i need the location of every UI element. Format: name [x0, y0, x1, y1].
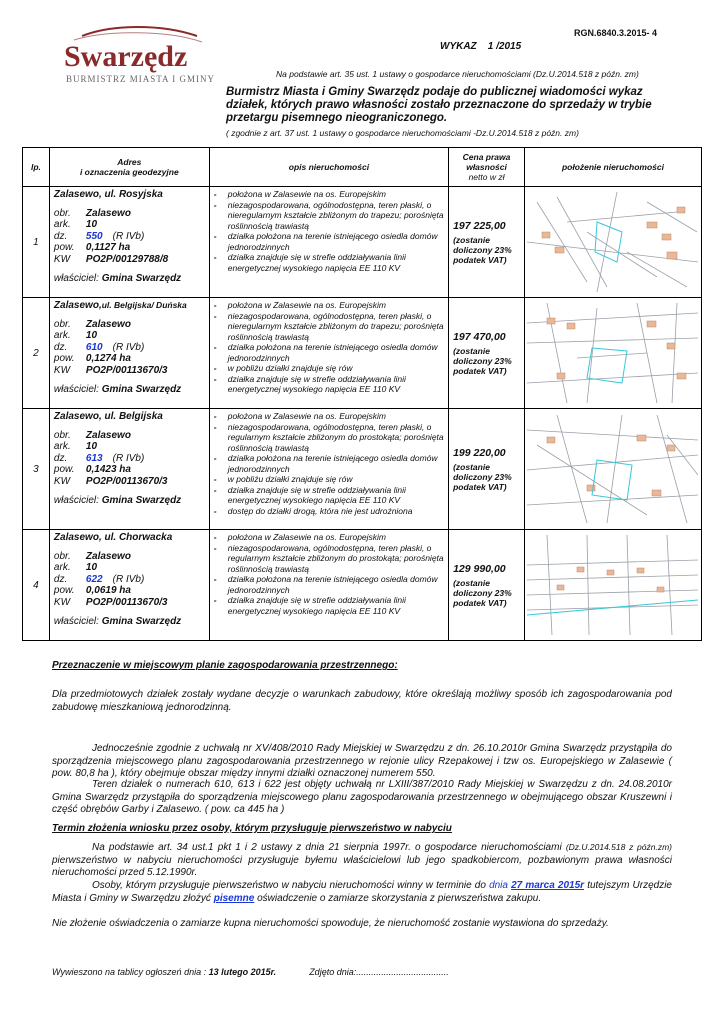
pow-line: pow. 0,1423 ha — [53, 464, 131, 475]
owner-line: właściciel: Gmina Swarzędz — [53, 273, 182, 284]
kw-line: KW PO2P/00113670/3 — [53, 475, 168, 487]
ark-line: ark. 10 — [53, 441, 98, 452]
description-item: - działka znajduje się w strefie oddziaływania linii energetycznej wysokiego napięcia EE 110 KV — [214, 374, 444, 395]
price-vat-note: (zostanie doliczony 23% podatek VAT) — [453, 234, 512, 265]
address-street: Zalasewo, ul. Belgijska — [53, 411, 163, 422]
price-value: 199 220,00 — [453, 446, 506, 459]
header-address-line1: Adres — [117, 157, 142, 167]
row-number: 4 — [23, 530, 50, 641]
zoning-paragraph-3: Teren działek o numerach 610, 613 i 622 jest objęty uchwałą nr LXIII/387/2010 Rady Miejskiej w Swarzędzu z dn. 24.08.2010r Gmina Swarzędz przystąpiła do sporządzenia miejscowego planu zagospodarowania przestrzennego w obejmującego obszar Kruszewni i część obrębów Garby i Zalasewo. ( pow. ca 445 ha ) — [52, 779, 672, 815]
location-map — [527, 192, 698, 292]
description-text: położona w Zalasewie na os. Europejskim — [227, 300, 387, 310]
obr-line: obr. Zalasewo — [53, 207, 131, 219]
price-value: 129 990,00 — [453, 562, 506, 575]
description-item: - działka położona na terenie istniejącego osiedla domów jednorodzinnych — [214, 231, 444, 252]
parcel-number: 550 — [85, 230, 103, 242]
address-cell — [49, 530, 209, 641]
description-text: dostęp do działki drogą, która nie jest udrożniona — [227, 505, 413, 516]
section-title-priority: Termin złożenia wniosku przez osoby, którym przysługuje pierwszeństwo w nabyciu — [52, 823, 452, 834]
parcel-number: 613 — [85, 452, 103, 464]
location-map-cell — [524, 187, 701, 298]
description-text: w pobliżu działki znajduje się rów — [227, 474, 353, 484]
description-item: - położona w Zalasewie na os. Europejskim — [214, 532, 444, 543]
address-title — [54, 300, 205, 312]
pow-line: pow. 0,1274 ha — [53, 353, 131, 364]
owner-line: właściciel: Gmina Swarzędz — [53, 384, 182, 395]
header-price-line3: netto w zł — [468, 172, 505, 182]
description-cell — [209, 187, 448, 298]
pow-line: pow. 0,1127 ha — [53, 242, 131, 253]
description-item: - działka położona na terenie istniejącego osiedla domów jednorodzinnych — [214, 453, 444, 474]
dz-line: dz. 613 (R IVb) — [53, 452, 145, 464]
pow-line: pow. 0,0619 ha — [53, 585, 131, 596]
description-item: - położona w Zalasewie na os. Europejskim — [214, 411, 444, 422]
priority-paragraph-1 — [52, 841, 672, 880]
svg-text:BURMISTRZ MIASTA I GMINY: BURMISTRZ MIASTA I GMINY — [66, 74, 216, 84]
legal-subnote: ( zgodnie z art. 37 ust. 1 ustawy o gospodarce nieruchomościami -Dz.U.2014.518 z późn. zm) — [226, 128, 579, 138]
description-cell — [209, 298, 448, 409]
header-price-line1: Cena prawa — [462, 152, 511, 162]
kw-line: KW PO2P/00113670/3 — [53, 596, 168, 608]
description-item: - działka położona na terenie istniejącego osiedla domów jednorodzinnych — [214, 342, 444, 363]
posted-date: 13 lutego 2015r. — [208, 967, 277, 977]
description-item: - dostęp do działki drogą, która nie jest udrożniona — [214, 506, 444, 517]
price-vat-note: (zostanie doliczony 23% podatek VAT) — [453, 461, 512, 492]
location-map-cell — [524, 409, 701, 530]
description-item: - działka położona na terenie istniejącego osiedla domów jednorodzinnych — [214, 574, 444, 595]
description-cell — [209, 530, 448, 641]
reference-number: RGN.6840.3.2015- 4 — [574, 28, 658, 38]
table-row — [23, 409, 702, 530]
description-text: działka położona na terenie istniejącego osiedla domów jednorodzinnych — [227, 453, 438, 474]
price-cell — [449, 530, 525, 641]
kw-line: KW PO2P/00129788/8 — [53, 253, 169, 265]
description-item: - działka znajduje się w strefie oddziaływania linii energetycznej wysokiego napięcia EE 110 KV — [214, 595, 444, 616]
header-description: opis nieruchomości — [209, 148, 448, 187]
table-row — [23, 187, 702, 298]
description-text: działka znajduje się w strefie oddziaływania linii energetycznej wysokiego napięcia EE 110 KV — [227, 373, 406, 394]
price-value: 197 225,00 — [453, 219, 506, 232]
logo-graphic — [52, 22, 222, 92]
price-value: 197 470,00 — [453, 330, 506, 343]
zoning-paragraph-1: Dla przedmiotowych działek zostały wydane decyzje o warunkach zabudowy, które określają możliwy sposób ich zagospodarowania pod zabudowę mieszkaniową jednorodzinną. — [52, 689, 672, 713]
priority-p2-text-a: Osoby, którym przysługuje pierwszeństwo w nabyciu nieruchomości winny w terminie do — [92, 880, 486, 891]
priority-p2-dnia: dnia — [489, 880, 508, 891]
ark-line: ark. 10 — [53, 219, 98, 230]
dz-line: dz. 550 (R IVb) — [53, 230, 145, 242]
price-vat-note: (zostanie doliczony 23% podatek VAT) — [453, 577, 512, 608]
description-item: - położona w Zalasewie na os. Europejskim — [214, 300, 444, 311]
ark-line: ark. 10 — [53, 330, 98, 341]
address-cell — [49, 187, 209, 298]
address-title — [54, 189, 205, 201]
description-text: niezagospodarowana, ogólnodostępna, teren płaski, o regularnym kształcie zbliżonym do prostokąta; porośnięta roślinnością trawiastą — [227, 421, 444, 453]
legal-basis: Na podstawie art. 35 ust. 1 ustawy o gospodarce nieruchomościami (Dz.U.2014.518 z późn. zm) — [276, 69, 639, 79]
ark-line: ark. 10 — [53, 562, 98, 573]
address-street: Zalasewo, — [53, 300, 102, 311]
obr-line: obr. Zalasewo — [53, 318, 131, 330]
address-street: Zalasewo, ul. Chorwacka — [53, 532, 173, 543]
table-row — [23, 530, 702, 641]
parcel-number: 622 — [85, 573, 103, 585]
location-map — [527, 303, 698, 403]
dz-line: dz. 622 (R IVb) — [53, 573, 145, 585]
description-text: działka znajduje się w strefie oddziaływania linii energetycznej wysokiego napięcia EE 110 KV — [227, 252, 406, 273]
priority-paragraph-3: Nie złożenie oświadczenia o zamiarze kupna nieruchomości spowoduje, że nieruchomość zostanie wystawiona do sprzedaży. — [52, 918, 609, 929]
owner-line: właściciel: Gmina Swarzędz — [53, 616, 182, 627]
address-street: Zalasewo, ul. Rosyjska — [53, 189, 163, 200]
priority-p1-citation: (Dz.U.2014.518 z późn.zm) — [565, 842, 672, 852]
description-text: położona w Zalasewie na os. Europejskim — [227, 532, 387, 542]
parcel-number: 610 — [85, 341, 103, 353]
price-cell — [449, 298, 525, 409]
header-address-line2: i oznaczenia geodezyjne — [79, 167, 179, 177]
location-map-cell — [524, 530, 701, 641]
address-street-small: ul. Belgijska/ Duńska — [101, 300, 187, 310]
municipality-logo — [52, 22, 222, 92]
owner-line: właściciel: Gmina Swarzędz — [53, 495, 182, 506]
location-map-cell — [524, 298, 701, 409]
description-text: niezagospodarowana, ogólnodostępna, teren płaski, o nieregularnym kształcie zbliżonym do trapezu; porośnięta roślinnością trawiastą — [227, 199, 444, 231]
description-text: niezagospodarowana, ogólnodostępna, teren płaski, o regularnym kształcie zbliżonym do prostokąta; porośnięta roślinnością trawiastą — [227, 542, 444, 574]
address-cell — [49, 409, 209, 530]
description-item: - działka znajduje się w strefie oddziaływania linii energetycznej wysokiego napięcia EE 110 KV — [214, 485, 444, 506]
priority-p2-text-c: oświadczenie o zamiarze skorzystania z pierwszeństwa zakupu. — [257, 892, 542, 904]
description-text: położona w Zalasewie na os. Europejskim — [227, 411, 387, 421]
priority-paragraph-2 — [52, 880, 672, 905]
description-text: działka położona na terenie istniejącego osiedla domów jednorodzinnych — [227, 574, 438, 595]
row-number: 1 — [23, 187, 50, 298]
obr-line: obr. Zalasewo — [53, 550, 131, 562]
svg-text:Swarzędz: Swarzędz — [64, 40, 188, 73]
priority-p2-text-b: tutejszym Urzędzie Miasta i Gminy w Swarzędzu złożyć — [52, 880, 672, 904]
priority-p1-text-c: pierwszeństwo w nabyciu nieruchomości przysługuje byłemu właścicielowi lub jego spadkobiercom, pozbawionym prawa własności nieruchomości przed 5.12.1990r. — [52, 854, 672, 878]
header-price — [449, 148, 525, 187]
price-cell — [449, 187, 525, 298]
description-item: - niezagospodarowana, ogólnodostępna, teren płaski, o regularnym kształcie zbliżonym do prostokąta; porośnięta roślinnością trawiastą — [213, 421, 444, 453]
description-item: - niezagospodarowana, ogólnodostępna, teren płaski, o regularnym kształcie zbliżonym do prostokąta; porośnięta roślinnością trawiastą — [213, 542, 444, 574]
description-text: działka położona na terenie istniejącego osiedla domów jednorodzinnych — [227, 231, 438, 252]
property-table — [22, 147, 702, 641]
posted-label: Wywieszono na tablicy ogłoszeń dnia : — [52, 967, 207, 977]
description-text: niezagospodarowana, ogólnodostępna, teren płaski, o nieregularnym kształcie zbliżonym do trapezu; porośnięta roślinnością trawiastą — [227, 310, 444, 342]
location-map — [527, 535, 698, 635]
wykaz-number: WYKAZ 1 /2015 — [440, 41, 522, 52]
deadline-date: 27 marca 2015r — [511, 880, 585, 891]
description-text: położona w Zalasewie na os. Europejskim — [227, 189, 387, 199]
header-address — [49, 148, 209, 187]
posting-footer — [52, 967, 449, 977]
description-item: - działka znajduje się w strefie oddziaływania linii energetycznej wysokiego napięcia EE 110 KV — [214, 252, 444, 273]
row-number: 2 — [23, 298, 50, 409]
description-item: - niezagospodarowana, ogólnodostępna, teren płaski, o nieregularnym kształcie zbliżonym do trapezu; porośnięta roślinnością trawiastą — [213, 310, 444, 342]
address-title — [54, 532, 205, 544]
description-text: w pobliżu działki znajduje się rów — [227, 363, 353, 373]
description-item: - w pobliżu działki znajduje się rów — [214, 474, 444, 485]
location-map — [527, 415, 698, 523]
description-text: działka położona na terenie istniejącego osiedla domów jednorodzinnych — [227, 342, 438, 363]
removed-date: Zdjęto dnia:..................................... — [309, 967, 449, 977]
description-text: działka znajduje się w strefie oddziaływania linii energetycznej wysokiego napięcia EE 110 KV — [227, 595, 406, 616]
price-vat-note: (zostanie doliczony 23% podatek VAT) — [453, 345, 512, 376]
description-cell — [209, 409, 448, 530]
written-emphasis: pisemne — [213, 892, 255, 904]
description-item: - położona w Zalasewie na os. Europejskim — [214, 189, 444, 200]
kw-line: KW PO2P/00113670/3 — [53, 364, 168, 376]
obr-line: obr. Zalasewo — [53, 429, 131, 441]
header-location: położenie nieruchomości — [524, 148, 701, 187]
zoning-paragraph-2: Jednocześnie zgodnie z uchwałą nr XV/408/2010 Rady Miejskiej w Swarzędzu z dn. 26.10.2010r Gmina Swarzędz przystąpiła do sporządzenia miejscowego planu zagospodarowania przestrzennego w rejonie ulicy Rzepakowej i tzw os. Europejskiego w Zalasewie ( pow. 80,8 ha ), który obejmuje obszar między innymi działki oznaczonej numerem 550. — [52, 743, 672, 779]
header-lp: lp. — [23, 148, 50, 187]
dz-line: dz. 610 (R IVb) — [53, 341, 145, 353]
description-item: - w pobliżu działki znajduje się rów — [214, 363, 444, 374]
description-item: - niezagospodarowana, ogólnodostępna, teren płaski, o nieregularnym kształcie zbliżonym do trapezu; porośnięta roślinnością trawiastą — [213, 199, 444, 231]
table-row — [23, 298, 702, 409]
header-price-line2: własności — [466, 162, 507, 172]
row-number: 3 — [23, 409, 50, 530]
priority-p1-text-a: Na podstawie art. 34 ust.1 pkt 1 i 2 ustawy z dnia 21 sierpnia 1997r. o gospodarce nieruchomościami — [92, 842, 562, 853]
section-title-zoning: Przeznaczenie w miejscowym planie zagospodarowania przestrzennego: — [52, 660, 398, 671]
address-title — [54, 411, 205, 423]
table-header-row — [23, 148, 702, 187]
price-cell — [449, 409, 525, 530]
address-cell — [49, 298, 209, 409]
description-text: działka znajduje się w strefie oddziaływania linii energetycznej wysokiego napięcia EE 110 KV — [227, 484, 406, 505]
page-heading: Burmistrz Miasta i Gminy Swarzędz podaje do publicznej wiadomości wykaz działek, których prawo własności zostało przeznaczone do sprzedaży w trybie przetargu pisemnego nieograniczonego. — [226, 86, 652, 124]
